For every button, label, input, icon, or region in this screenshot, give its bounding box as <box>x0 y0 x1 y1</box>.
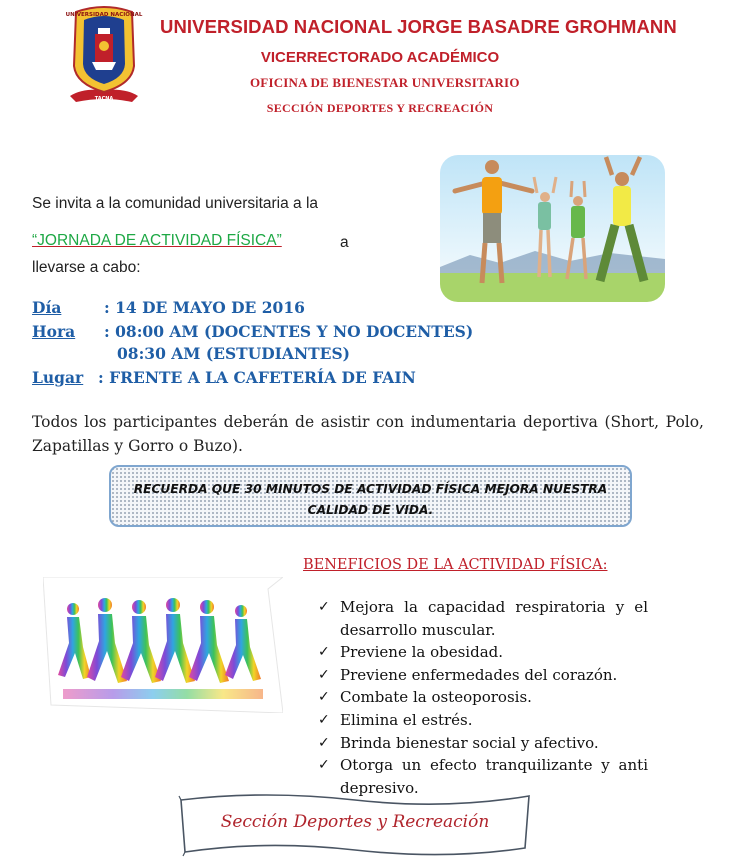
reminder-line-1: RECUERDA QUE 30 MINUTOS DE ACTIVIDAD FÍSICA MEJORA NUESTRA <box>133 482 608 496</box>
list-item-text: Previene la obesidad. <box>340 643 504 662</box>
list-item <box>318 732 648 755</box>
university-logo <box>62 4 146 104</box>
list-item <box>318 641 648 664</box>
check-icon: ✓ <box>318 666 330 683</box>
dress-code-paragraph: Todos los participantes deberán de asistir con indumentaria deportiva (Short, Polo, Zapatillas y Gorro o Buzo). <box>32 413 704 455</box>
check-icon: ✓ <box>318 757 330 774</box>
exercise-photo <box>440 155 665 302</box>
list-item-text: Elimina el estrés. <box>340 710 473 729</box>
list-item <box>318 686 648 709</box>
hora-value-estudiantes: 08:30 AM (ESTUDIANTES) <box>117 344 350 363</box>
event-name: “JORNADA DE ACTIVIDAD FÍSICA” <box>32 232 282 249</box>
invitation-line: Se invita a la comunidad universitaria a la <box>32 195 319 212</box>
footer-banner-text: Sección Deportes y Recreación <box>220 812 490 832</box>
footer-banner <box>175 790 535 860</box>
hora-value-docentes: : 08:00 AM (DOCENTES Y NO DOCENTES) <box>104 322 474 341</box>
list-item-text: Otorga un efecto tranquilizante y anti depresivo. <box>340 756 648 797</box>
check-icon: ✓ <box>318 599 330 615</box>
list-item <box>318 664 648 687</box>
seccion-title: SECCIÓN DEPORTES Y RECREACIÓN <box>266 101 494 115</box>
check-icon: ✓ <box>318 644 330 661</box>
oficina-title: OFICINA DE BIENESTAR UNIVERSITARIO <box>250 75 520 90</box>
check-icon: ✓ <box>318 689 330 706</box>
lugar-value: : FRENTE A LA CAFETERÍA DE FAIN <box>98 368 416 387</box>
check-icon: ✓ <box>318 711 330 728</box>
dia-label: Día <box>32 298 62 317</box>
benefits-title: BENEFICIOS DE LA ACTIVIDAD FÍSICA: <box>303 557 608 573</box>
list-item-text: Mejora la capacidad respiratoria y el desarrollo muscular. <box>340 598 648 639</box>
university-name: UNIVERSIDAD NACIONAL JORGE BASADRE GROHMANN <box>160 16 677 37</box>
reminder-line-2: CALIDAD DE VIDA. <box>307 503 434 517</box>
lugar-label: Lugar <box>32 368 84 387</box>
event-suffix: a <box>340 234 349 251</box>
list-item <box>318 596 648 641</box>
reminder-text <box>111 479 630 521</box>
svg-text:UNIVERSIDAD NACIONAL: UNIVERSIDAD NACIONAL <box>65 12 143 18</box>
runners-illustration <box>43 577 283 713</box>
invitation-line-2: llevarse a cabo: <box>32 259 141 276</box>
reminder-callout <box>109 465 632 527</box>
benefits-list <box>318 596 648 799</box>
list-item-text: Combate la osteoporosis. <box>340 688 532 707</box>
list-item-text: Brinda bienestar social y afectivo. <box>340 733 599 752</box>
vicerrectorado-title: VICERRECTORADO ACADÉMICO <box>260 49 500 66</box>
dia-value: : 14 DE MAYO DE 2016 <box>104 298 305 317</box>
list-item-text: Previene enfermedades del corazón. <box>340 665 618 684</box>
check-icon: ✓ <box>318 734 330 751</box>
list-item <box>318 709 648 732</box>
hora-label: Hora <box>32 322 76 341</box>
svg-text:TACNA: TACNA <box>94 96 114 102</box>
